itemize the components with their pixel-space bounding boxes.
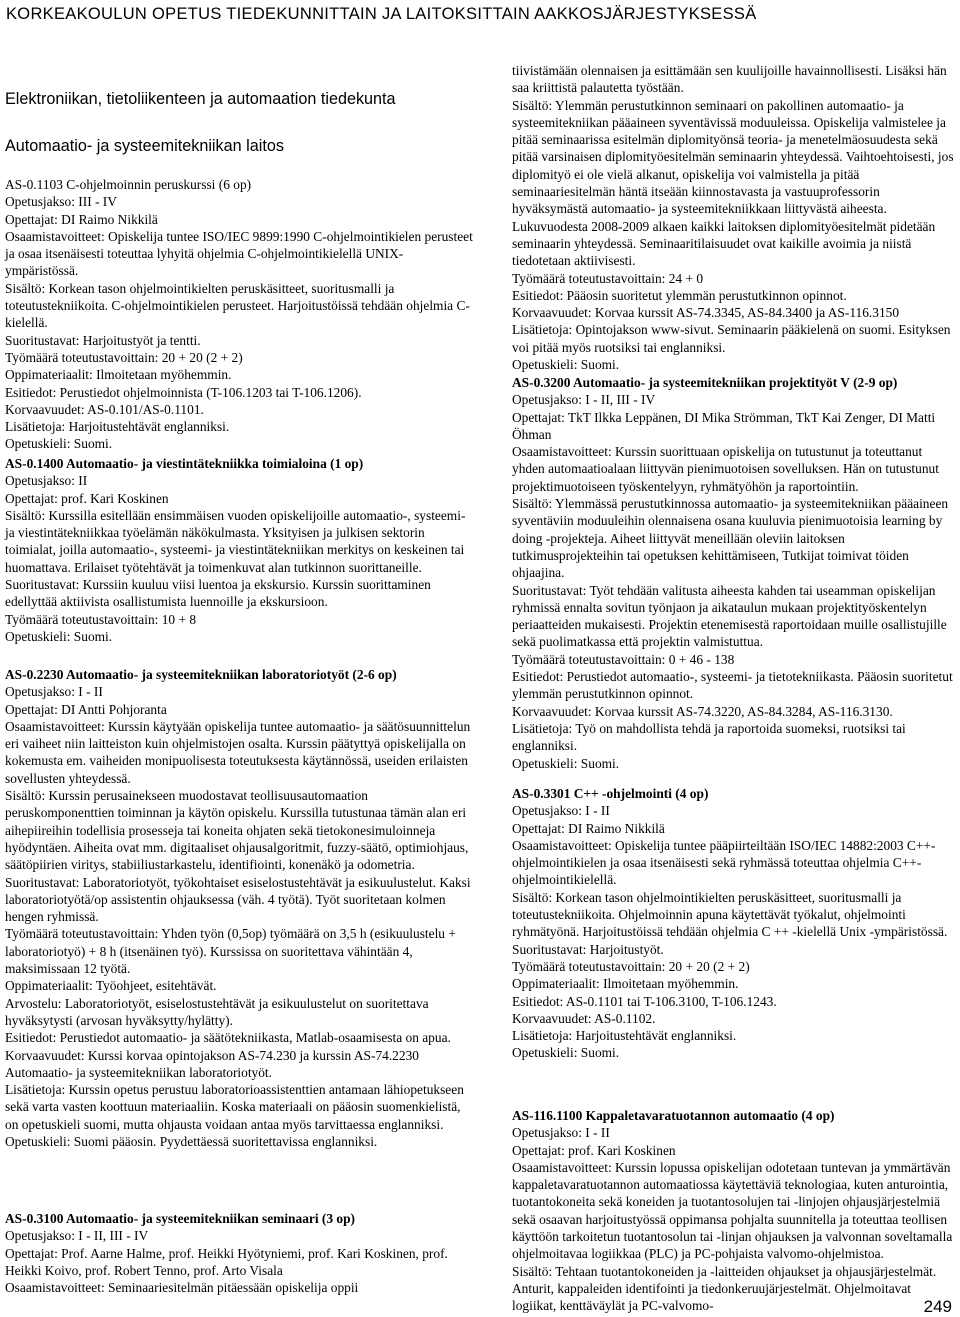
course-line: Osaamistavoitteet: Seminaariesitelmän pitäessään opiskelija oppii bbox=[5, 1280, 359, 1296]
course-line: Oppimateriaalit: Ilmoitetaan myöhemmin. bbox=[5, 367, 232, 383]
course-line: Suoritustavat: Harjoitustyöt. bbox=[512, 941, 664, 957]
course-title: AS-0.1400 Automaatio- ja viestintätekniikka toimialoina (1 op) bbox=[5, 456, 364, 471]
course-line: Lisätietoja: Opintojakson www-sivut. Seminaarin pääkielenä on suomi. Esityksen voi pitää myös ruotsiksi tai englanniksi. bbox=[512, 322, 951, 355]
course-line: Lisätietoja: Harjoitustehtävät englanniksi. bbox=[5, 419, 230, 435]
course-line: Opettajat: prof. Kari Koskinen bbox=[5, 490, 169, 506]
course-as-0-3100 bbox=[5, 1210, 473, 1296]
course-line: Työmäärä toteutustavoittain: 20 + 20 (2 + 2) bbox=[512, 958, 750, 974]
course-as-116-1100 bbox=[512, 1107, 955, 1315]
course-title: AS-0.2230 Automaatio- ja systeemitekniikan laboratoriotyöt (2-6 op) bbox=[5, 667, 397, 682]
course-line: Suoritustavat: Kurssiin kuuluu viisi luentoa ja ekskursio. Kurssin suorittaminen edellyttää aktiivista osallistumista luennoille ja ekskursioon. bbox=[5, 577, 431, 610]
course-line: Opetusjakso: I - II, III - IV bbox=[5, 1228, 149, 1244]
department-title: Automaatio- ja systeemitekniikan laitos bbox=[5, 137, 284, 155]
course-line: Osaamistavoitteet: Opiskelija tuntee ISO/IEC 9899:1990 C-ohjelmointikielen perusteet ja osaa itsenäisesti toteuttaa lyhyitä ohjelmia C-ohjelmointikielellä UNIX-ympäristössä. bbox=[5, 228, 473, 279]
course-title: AS-0.1103 C-ohjelmoinnin peruskurssi (6 op) bbox=[5, 177, 252, 192]
course-line: Esitiedot: AS-0.1101 tai T-106.3100, T-106.1243. bbox=[512, 993, 777, 1009]
course-title: AS-0.3100 Automaatio- ja systeemitekniikan seminaari (3 op) bbox=[5, 1211, 356, 1226]
course-line: Opettajat: Prof. Aarne Halme, prof. Heikki Hyötyniemi, prof. Kari Koskinen, prof. Heikki Koivo, prof. Robert Tenno, prof. Arto Visala bbox=[5, 1245, 448, 1278]
course-line: Opetuskieli: Suomi. bbox=[512, 755, 620, 771]
course-line: Oppimateriaalit: Työohjeet, esitehtävät. bbox=[5, 978, 217, 994]
course-as-0-3301 bbox=[512, 785, 955, 1062]
course-line: Opettajat: DI Raimo Nikkilä bbox=[512, 820, 665, 836]
course-line: Esitiedot: Perustiedot automaatio-, systeemi- ja tietotekniikasta. Pääosin suoritetut ylemmän perustutkinnon opinnot. bbox=[512, 669, 953, 702]
course-line: Työmäärä toteutustavoittain: 10 + 8 bbox=[5, 611, 197, 627]
course-line: Opetuskieli: Suomi pääosin. Pyydettäessä suoritettavissa englanniksi. bbox=[5, 1134, 378, 1150]
course-as-0-3200 bbox=[512, 374, 955, 772]
course-line: Opettajat: DI Antti Pohjoranta bbox=[5, 701, 167, 717]
course-line: Työmäärä toteutustavoittain: 24 + 0 bbox=[512, 270, 704, 286]
course-line: Suoritustavat: Työt tehdään valitusta aiheesta kahden tai useamman opiskelijan ryhmissä ennalta sovitun työnjaon ja aikataulun mukaan projektityöskentelyn periaatteiden mukaisesti. Projektin etenemisestä raportoidaan muille osallistujille sekä puolimatkassa että projektin valmistuttua. bbox=[512, 582, 947, 650]
course-line: tiivistämään olennaisen ja esittämään sen kuulijoille havainnollisesti. Lisäksi hän saa kriittistä palautetta työstään. bbox=[512, 63, 947, 96]
course-line: Lisätietoja: Työ on mahdollista tehdä ja raportoida suomeksi, ruotsiksi tai englanniksi. bbox=[512, 720, 906, 754]
course-line: Osaamistavoitteet: Kurssin suorittuaan opiskelija on tutustunut ja toteuttanut yhden automaatioalaan liittyvän pienimuotoisen sovelluksen. Hän on tutustunut projektimuotoiseen työskentelyyn, ryhmätyöhön ja raportointiin. bbox=[512, 444, 939, 494]
course-line: Korvaavuudet: AS-0.101/AS-0.1101. bbox=[5, 401, 204, 417]
course-line: Korvaavuudet: Korvaa kurssit AS-74.3220, AS-84.3284, AS-116.3130. bbox=[512, 703, 893, 719]
course-as-0-1103 bbox=[5, 176, 473, 453]
course-line: Opetuskieli: Suomi. bbox=[5, 436, 113, 452]
course-line: Esitiedot: Pääosin suoritetut ylemmän perustutkinnon opinnot. bbox=[512, 287, 847, 303]
course-line: Opetusjakso: I - II bbox=[512, 803, 610, 819]
course-line: Sisältö: Korkean tason ohjelmointikielten peruskäsitteet, suoritusmalli ja toteutustekniikoita. Ohjelmoinnin apuna käytettävät työkalut, ohjelmointi ryhmätyönä. Harjoitustöissä tehdään ohjelmia C ++ -kielellä Unix -ympäristössä. bbox=[512, 889, 948, 940]
course-line: Opettajat: prof. Kari Koskinen bbox=[512, 1142, 676, 1158]
course-line: Suoritustavat: Harjoitustyöt ja tentti. bbox=[5, 332, 201, 348]
course-line: Opettajat: TkT Ilkka Leppänen, DI Mika Strömman, TkT Kai Zenger, DI Matti Öhman bbox=[512, 409, 936, 442]
course-line: Opetuskieli: Suomi. bbox=[512, 357, 620, 373]
course-line: Opetusjakso: III - IV bbox=[5, 194, 117, 210]
course-line: Opetusjakso: II bbox=[5, 473, 88, 489]
course-line: Arvostelu: Laboratoriotyöt, esiselostustehtävät ja esikuulustelut on suoritettava hyväksytysti (arvosan hyväksytty/hylätty). bbox=[5, 995, 429, 1028]
course-line: Esitiedot: Perustiedot automaatio- ja säätötekniikasta, Matlab-osaamisesta on apua. bbox=[5, 1030, 451, 1046]
course-line: Työmäärä toteutustavoittain: 20 + 20 (2 + 2) bbox=[5, 349, 243, 365]
course-line: Korvaavuudet: AS-0.1102. bbox=[512, 1010, 656, 1026]
course-line: Työmäärä toteutustavoittain: 0 + 46 - 138 bbox=[512, 651, 735, 667]
course-line: Sisältö: Kurssin perusainekseen muodostavat teollisuusautomaation peruskomponenttien toiminnan ja käytön opiskelu. Kurssilla tutustunaa tämän alan eri aihepiireihin todellisia prosesseja tai koneita ohjaten sekä tietokonesimuloinneja hyödyntäen. Aiheita ovat mm. digitaaliset ohjausalgoritmit, fuzzy-säätö, optimiohjaus, säätöpiirien viritys, stabiiliustarkastelu, identifiointi, konenäkö ja odometria. bbox=[5, 788, 469, 873]
course-title: AS-0.3200 Automaatio- ja systeemitekniikan projektityöt V (2-9 op) bbox=[512, 375, 898, 390]
course-line: Korvaavuudet: Korvaa kurssit AS-74.3345, AS-84.3400 ja AS-116.3150 bbox=[512, 305, 900, 321]
page-number: 249 bbox=[923, 1297, 952, 1316]
course-as-0-2230 bbox=[5, 666, 473, 1150]
course-line: Opetuskieli: Suomi. bbox=[512, 1045, 620, 1061]
course-line: Korvaavuudet: Kurssi korvaa opintojakson AS-74.230 ja kurssin AS-74.2230 Automaatio- ja systeemitekniikan laboratoriotyöt. bbox=[5, 1047, 419, 1080]
course-as-0-1400 bbox=[5, 455, 473, 645]
course-line: Opetusjakso: I - II bbox=[512, 1125, 610, 1141]
course-as-0-3100-continued bbox=[512, 62, 955, 373]
course-line: Osaamistavoitteet: Opiskelija tuntee pääpiirteiltään ISO/IEC 14882:2003 C++-ohjelmointikielen ja osaa itsenäisesti sekä ryhmässä toteuttaa ohjelmia C++-ohjelmointikielellä. bbox=[512, 837, 936, 888]
course-line: Suoritustavat: Laboratoriotyöt, työkohtaiset esiselostustehtävät ja esikuulustelut. Kaksi laboratoriotyötä/op assistentin ohjauksessa (väh. 4 työtä). Työt suoritetaan kolmen hengen ryhmissä. bbox=[5, 874, 471, 925]
course-line: Lisätietoja: Harjoitustehtävät englanniksi. bbox=[512, 1028, 737, 1044]
course-line: Sisältö: Ylemmän perustutkinnon seminaari on pakollinen automaatio- ja systeemitekniikan pääaineen syventävissä moduuleissa. Opiskelija valmistelee ja pitää seminaarissa esitelmän diplomityönsä teoria- ja menetelmäosuudesta sekä pitää varsinaisen diplomityöesitelmän seminaarin yhteydessä. Vaihtoehtoisesti, jos diplomityö ei ole vielä alkanut, opiskelija voi valmistella ja pitää seminaariesitelmän häntä itseään kiinnostavasta ja vastuuprofessorin hyväksymästä automaatio- ja systeemitekniikkaan liittyvästä aiheesta. Lukuvuodesta 2008-2009 alkaen kaikki laitoksen diplomityöesitelmät pidetään seminaarin yhteydessä. Seminaaritilaisuudet ovat kaikille avoimia ja niistä tiedotetaan aktiivisesti. bbox=[512, 97, 954, 269]
course-line: Osaamistavoitteet: Kurssin käytyään opiskelija tuntee automaatio- ja säätösuunnittelun eri vaiheet niin laitteiston kuin ohjelmistojen osalta. Kurssin päätyttyä opiskelijalla on kokemusta em. vaiheiden monipuolisesta toteutuksesta käytännössä, useiden erilaisten sovellusten yhteydessä. bbox=[5, 718, 471, 786]
course-line: Sisältö: Ylemmässä perustutkinnossa automaatio- ja systeemitekniikan pääaineen syventäviin moduuleihin olennaisena osana kuuluvia pienimuotoisia learning by doing -projekteja. Aiheet liittyvät meneillään oleviin laitoksen tutkimusprojekteihin tai opetuksen kehittämiseen, Tutkijat toimivat töiden ohjaajina. bbox=[512, 496, 949, 581]
course-line: Osaamistavoitteet: Kurssin lopussa opiskelijan odotetaan tuntevan ja ymmärtävän kappaletavaratuotannon automaatiossa käytettäviä teknologiaa, kuten anturointia, tuotantokoneita sekä koneiden ja tuotantosolujen tai -linjojen ohjausjärjestelmiä sekä osaavan harjoitustyössä oppimansa pohjalta suunnitella ja toteuttaa teollisen käyttöön tarkoitetun tuotantosolun tai -linjan ohjauksen ja valvonnan soveltamalla ohjelmoitavaa logiikkaa (PLC) ja PC-pohjaista valvomo-ohjelmistoa. bbox=[512, 1159, 953, 1262]
course-line: Sisältö: Korkean tason ohjelmointikielten peruskäsitteet, suoritusmalli ja toteutustekniikoita. C-ohjelmointikielen perusteet. Harjoitustöissä tehdään ohjelmia C-kielellä. bbox=[5, 280, 470, 331]
course-line: Opetusjakso: I - II bbox=[5, 684, 103, 700]
course-line: Opettajat: DI Raimo Nikkilä bbox=[5, 211, 158, 227]
course-line: Esitiedot: Perustiedot ohjelmoinnista (T-106.1203 tai T-106.1206). bbox=[5, 384, 362, 400]
course-title: AS-116.1100 Kappaletavaratuotannon automaatio (4 op) bbox=[512, 1108, 835, 1123]
page-header: KORKEAKOULUN OPETUS TIEDEKUNNITTAIN JA LAITOKSITTAIN AAKKOSJÄRJESTYKSESSÄ bbox=[6, 5, 757, 23]
course-line: Sisältö: Tehtaan tuotantokoneiden ja -laitteiden ohjaukset ja ohjausjärjestelmät. Anturit, kappaleiden identifointi ja tiedonkeruujärjestelmät. Ohjelmoitavat logiikat, kenttäväylät ja PC-valvomo- bbox=[512, 1263, 937, 1314]
course-line: Oppimateriaalit: Ilmoitetaan myöhemmin. bbox=[512, 976, 739, 992]
course-line: Työmäärä toteutustavoittain: Yhden työn (0,5op) työmäärä on 3,5 h (esikuulustelu + laboratoriotyö) + 8 h (itsenäinen työ). Kurssissa on suoritettava vähintään 4, maksimissaan 12 työtä. bbox=[5, 926, 456, 977]
faculty-title: Elektroniikan, tietoliikenteen ja automaation tiedekunta bbox=[5, 90, 396, 108]
course-line: Lisätietoja: Kurssin opetus perustuu laboratorioassistenttien antamaan lähiopetukseen sekä varta vasten koottuun materiaaliin. Koska materiaali on pääosin suomenkielistä, on opetuskieli suomi, mutta ohjausta voidaan antaa myös tarvittaessa englanniksi. bbox=[5, 1082, 464, 1132]
course-title: AS-0.3301 C++ -ohjelmointi (4 op) bbox=[512, 786, 709, 801]
course-line: Opetuskieli: Suomi. bbox=[5, 628, 113, 644]
course-line: Opetusjakso: I - II, III - IV bbox=[512, 392, 656, 408]
course-line: Sisältö: Kurssilla esitellään ensimmäisen vuoden opiskelijoille automaatio-, systeemi- ja viestintätekniikkaa työelämän näkökulmasta. Yksityisen ja julkisen sektorin toimialat, joilla automaatio-, systeemi- ja viestintätekniikan merkitys on keskeinen tai huomattava. Erilaiset työtehtävät ja toimenkuvat alan tutkinnon suorittaneille. bbox=[5, 507, 466, 575]
